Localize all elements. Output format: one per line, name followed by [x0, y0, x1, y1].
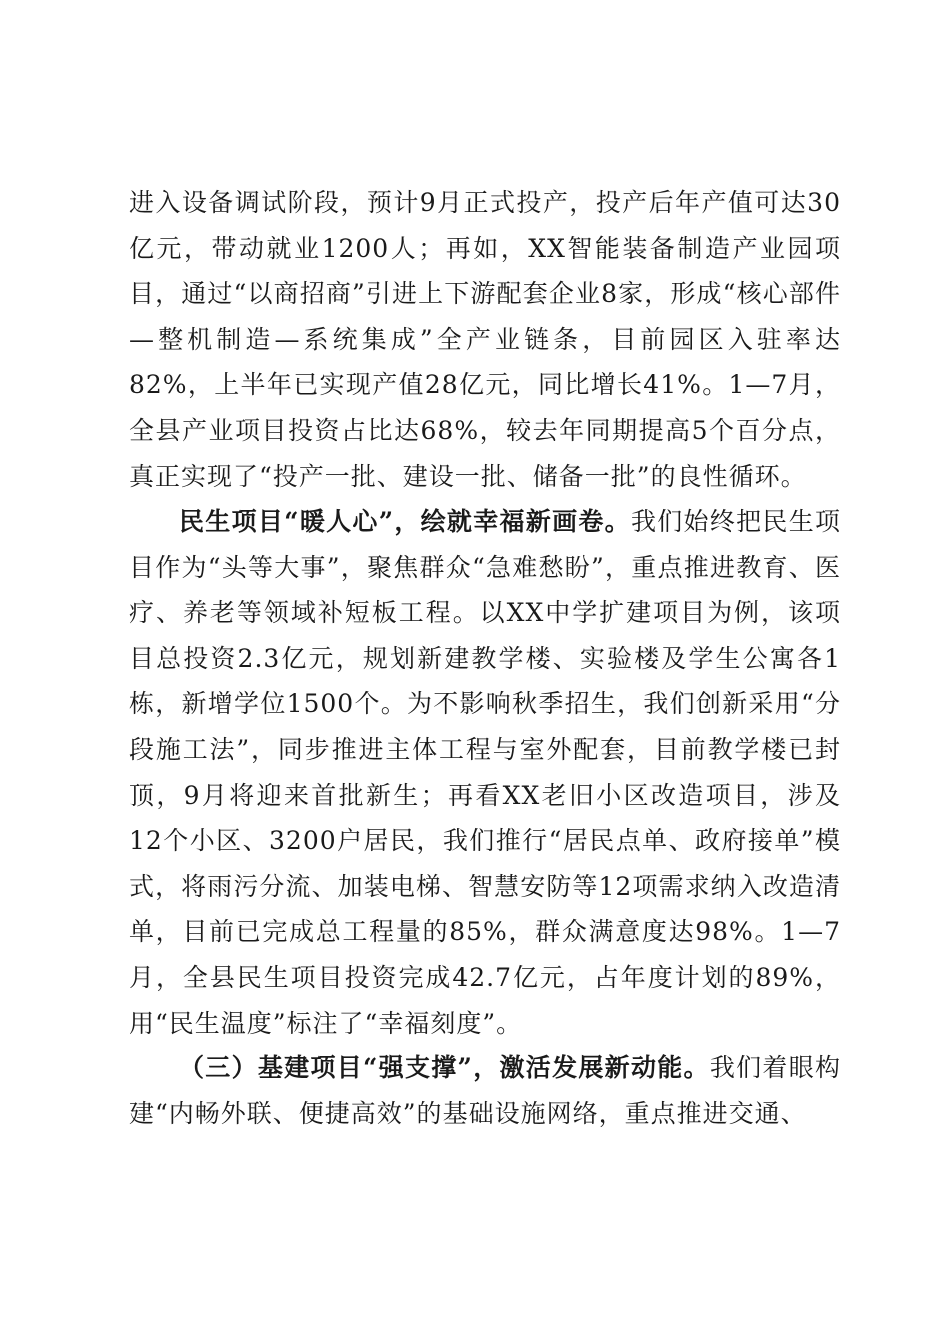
- paragraph-heading: 民生项目“暖人心”，绘就幸福新画卷。: [179, 507, 631, 536]
- paragraph-text: [129, 1045, 841, 1136]
- paragraph-livelihood-projects: [129, 499, 841, 1046]
- paragraph-infrastructure-projects: [129, 1045, 841, 1136]
- paragraph-body: 进入设备调试阶段，预计9月正式投产，投产后年产值可达30亿元，带动就业1200人；再如，XX智能装备制造产业园项目，通过“以商招商”引进上下游配套企业8家，形成“核心部件—整机制造—系统集成”全产业链条，目前园区入驻率达82%，上半年已实现产值28亿元，同比增长41%。1—7月，全县产业项目投资占比达68%，较去年同期提高5个百分点，真正实现了“投产一批、建设一批、储备一批”的良性循环。: [129, 188, 841, 491]
- section-heading: （三）基建项目“强支撑”，激活发展新动能。: [179, 1053, 710, 1082]
- paragraph-body: 我们始终把民生项目作为“头等大事”，聚焦群众“急难愁盼”，重点推进教育、医疗、养老等领域补短板工程。以XX中学扩建项目为例，该项目总投资2.3亿元，规划新建教学楼、实验楼及学生公寓各1栋，新增学位1500个。为不影响秋季招生，我们创新采用“分段施工法”，同步推进主体工程与室外配套，目前教学楼已封顶，9月将迎来首批新生；再看XX老旧小区改造项目，涉及12个小区、3200户居民，我们推行“居民点单、政府接单”模式，将雨污分流、加装电梯、智慧安防等12项需求纳入改造清单，目前已完成总工程量的85%，群众满意度达98%。1—7月，全县民生项目投资完成42.7亿元，占年度计划的89%，用“民生温度”标注了“幸福刻度”。: [129, 507, 841, 1038]
- paragraph-body: 我们着眼构建“内畅外联、便捷高效”的基础设施网络，重点推进交通、: [129, 1053, 841, 1128]
- paragraph-industrial-projects: [129, 180, 841, 499]
- paragraph-text: [129, 499, 841, 1046]
